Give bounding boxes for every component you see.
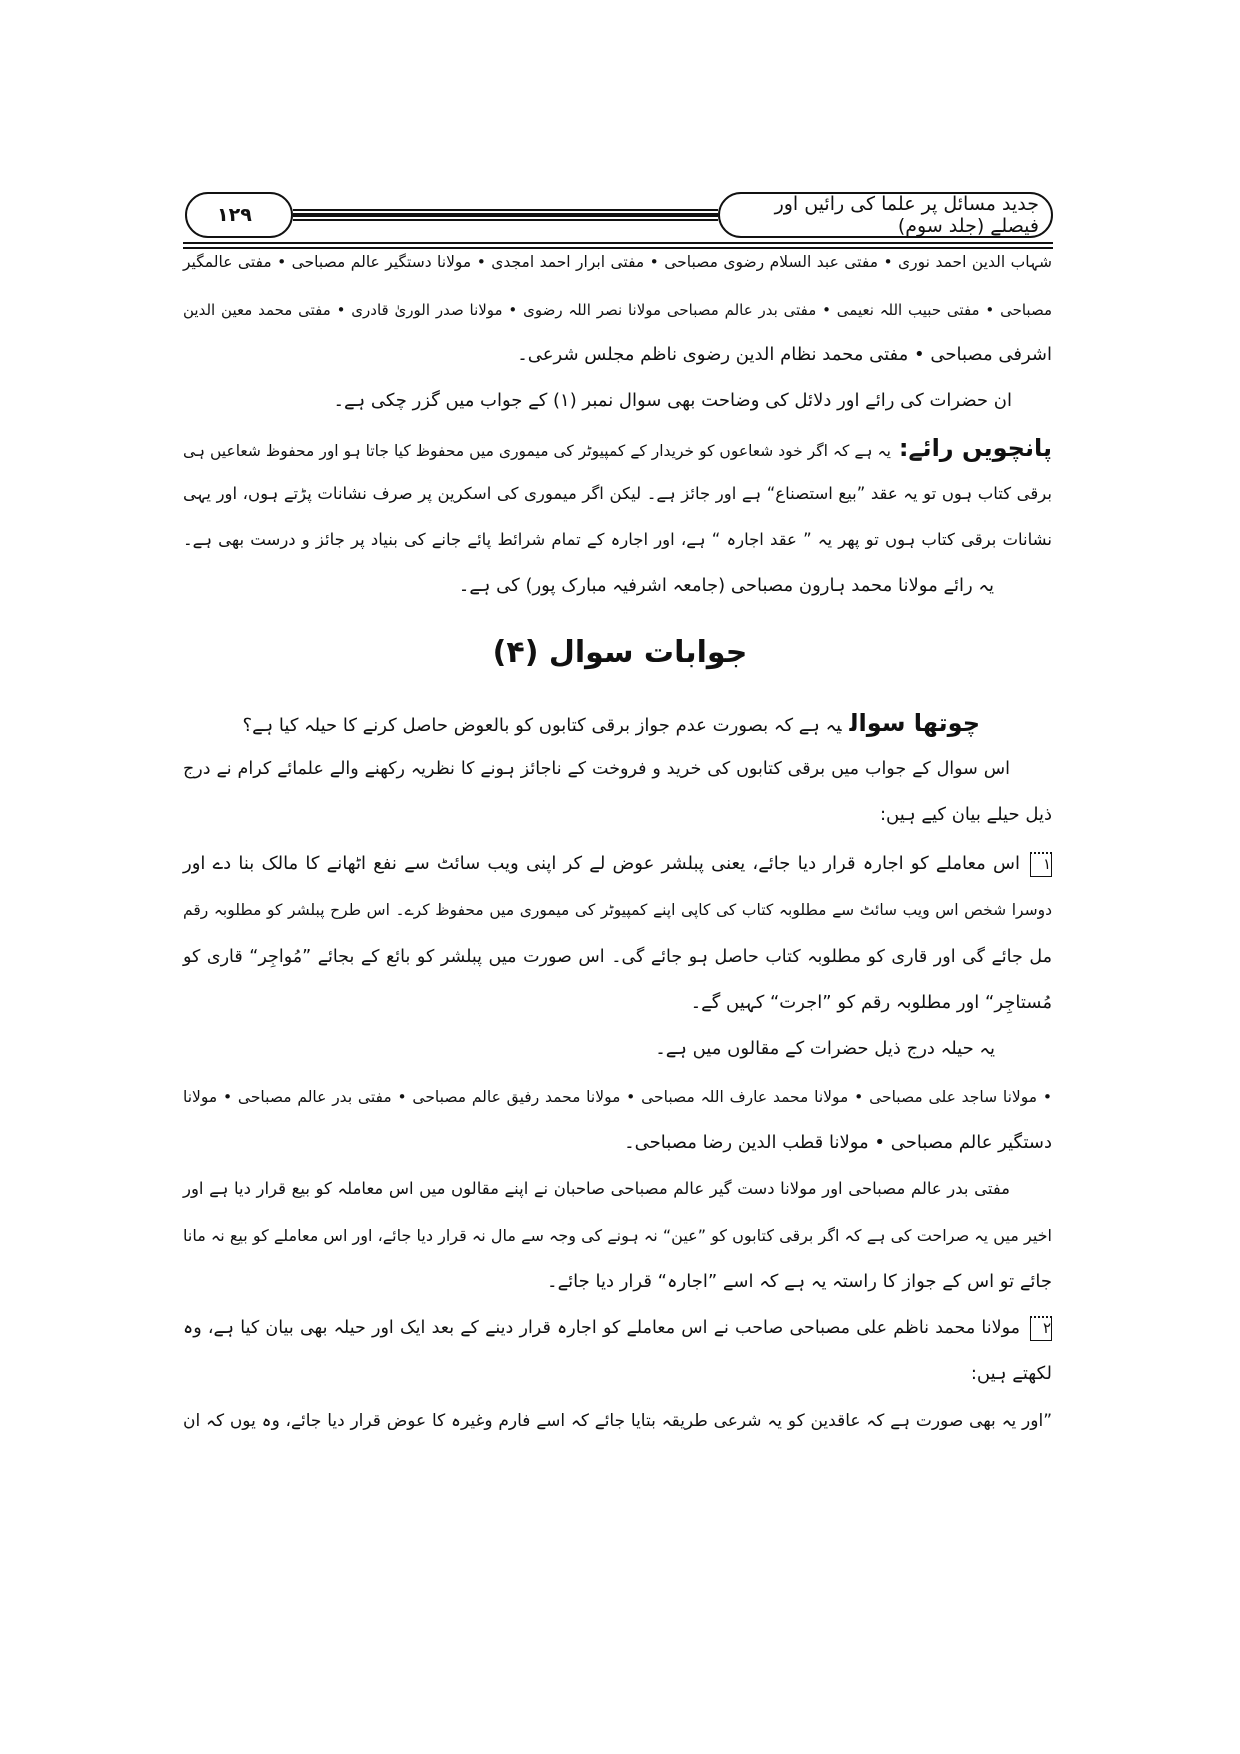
fifth-opinion-label: پانچویں رائے: bbox=[898, 434, 1052, 462]
header-rule bbox=[293, 213, 718, 217]
text-line: یہ رائے مولانا محمد ہارون مصباحی (جامعہ اشرفیہ مبارک پور) کی ہے۔ bbox=[458, 575, 994, 596]
header-rule bbox=[293, 209, 718, 211]
text-line: جائے تو اس کے جواز کا راستہ یہ ہے کہ اسے ”اجارہ“ قرار دیا جائے۔ bbox=[547, 1271, 1052, 1292]
text-line: لکھتے ہیں: bbox=[970, 1363, 1052, 1384]
text-line bbox=[183, 1305, 1052, 1351]
page-number: ۱۲۹ bbox=[217, 204, 252, 226]
text-line: مصباحی • مفتی حبیب اللہ نعیمی • مفتی بدر عالم مصباحی مولانا نصر اللہ رضوی • مولانا صدر الوریٰ قادری • مفتی محمد معین الدین bbox=[183, 301, 1052, 319]
text-run: اس معاملے کو اجارہ قرار دیا جائے، یعنی پبلشر عوض لے کر اپنی ویب سائٹ سے نفع اٹھانے کا مالک بنا دے اور bbox=[183, 853, 1020, 874]
text-line: نشانات برقی کتاب ہوں تو پھر یہ ” عقد اجارہ “ ہے، اور اجارہ کے تمام شرائط پائے جانے کی بنیاد پر جائز و درست بھی ہے۔ bbox=[183, 530, 1052, 549]
text-line: یہ حیلہ درج ذیل حضرات کے مقالوں میں ہے۔ bbox=[655, 1038, 995, 1059]
text-line: اس سوال کے جواب میں برقی کتابوں کی خرید و فروخت کے ناجائز ہونے کا نظریہ رکھنے والے علمائے کرام نے درج bbox=[183, 759, 1010, 779]
text-line: مل جائے گی اور قاری کو مطلوبہ کتاب حاصل ہو جائے گی۔ اس صورت میں پبلشر کو بائع کے بجائے ”مُواجِر“ قاری کو bbox=[183, 947, 1052, 967]
text-line: برقی کتاب ہوں تو یہ عقد ”بیع استصناع“ ہے اور جائز ہے۔ لیکن اگر میموری کی اسکرین پر صرف نشانات پڑتے ہوں، اور یہی bbox=[183, 484, 1052, 503]
text-run: یہ ہے کہ بصورت عدم جواز برقی کتابوں کو بالعوض حاصل کرنے کا حیلہ کیا ہے؟ bbox=[242, 715, 842, 736]
text-line bbox=[183, 425, 1052, 471]
item-number-box: ۲ bbox=[1030, 1316, 1052, 1341]
text-line: ان حضرات کی رائے اور دلائل کی وضاحت بھی سوال نمبر (۱) کے جواب میں گزر چکی ہے۔ bbox=[333, 390, 1012, 411]
page-number-box bbox=[185, 192, 293, 238]
book-title-box bbox=[718, 192, 1053, 238]
text-run: یہ ہے کہ اگر خود شعاعوں کو خریدار کے کمپیوٹر کی میموری میں محفوظ کیا جاتا ہو اور محفوظ شعاعیں ہی bbox=[183, 442, 891, 460]
text-line bbox=[243, 700, 980, 746]
header-rule bbox=[293, 219, 718, 221]
text-line: اخیر میں یہ صراحت کی ہے کہ اگر برقی کتابوں کو ”عین“ نہ ہونے کی وجہ سے مال نہ قرار دیا جائے، اور اس معاملے کو بیع نہ مانا bbox=[183, 1226, 1052, 1245]
text-line: دوسرا شخص اس ویب سائٹ سے مطلوبہ کتاب کی کاپی اپنے کمپیوٹر کی میموری میں محفوظ کرے۔ اس طرح پبلشر کو مطلوبہ رقم bbox=[183, 901, 1052, 919]
item-number-box: ۱ bbox=[1030, 852, 1052, 877]
text-line: دستگیر عالم مصباحی • مولانا قطب الدین رضا مصباحی۔ bbox=[624, 1132, 1052, 1153]
text-line: ذیل حیلے بیان کیے ہیں: bbox=[879, 804, 1052, 825]
book-title: جدید مسائل پر علما کی رائیں اور فیصلے (جلد سوم) bbox=[774, 193, 1039, 237]
text-line: مفتی بدر عالم مصباحی اور مولانا دست گیر عالم مصباحی صاحبان نے اپنے مقالوں میں اس معاملہ کو بیع قرار دیا ہے اور bbox=[183, 1179, 1010, 1198]
text-line: ”اور یہ بھی صورت ہے کہ عاقدین کو یہ شرعی طریقہ بتایا جائے کہ اسے فارم وغیرہ کا عوض قرار دیا جائے، وہ یوں کہ ان bbox=[183, 1411, 1052, 1431]
text-line: شہاب الدین احمد نوری • مفتی عبد السلام رضوی مصباحی • مفتی ابرار احمد امجدی • مولانا دستگیر عالم مصباحی • مفتی عالمگیر bbox=[183, 253, 1052, 271]
text-line bbox=[183, 841, 1052, 887]
text-line: • مولانا ساجد علی مصباحی • مولانا محمد عارف اللہ مصباحی • مولانا محمد رفیق عالم مصباحی • مفتی بدر عالم مصباحی • مولانا bbox=[183, 1088, 1052, 1106]
text-line: مُستاجِر“ اور مطلوبہ رقم کو ”اجرت“ کہیں گے۔ bbox=[690, 992, 1052, 1013]
text-line: اشرفی مصباحی • مفتی محمد نظام الدین رضوی ناظم مجلس شرعی۔ bbox=[517, 344, 1052, 365]
text-run: مولانا محمد ناظم علی مصباحی صاحب نے اس معاملے کو اجارہ قرار دینے کے بعد ایک اور حیلہ بھی بیان کیا ہے، وہ bbox=[183, 1318, 1020, 1338]
fourth-question-label: چوتھا سوال bbox=[849, 709, 980, 737]
section-heading: جوابات سوال (۴) bbox=[492, 635, 748, 670]
